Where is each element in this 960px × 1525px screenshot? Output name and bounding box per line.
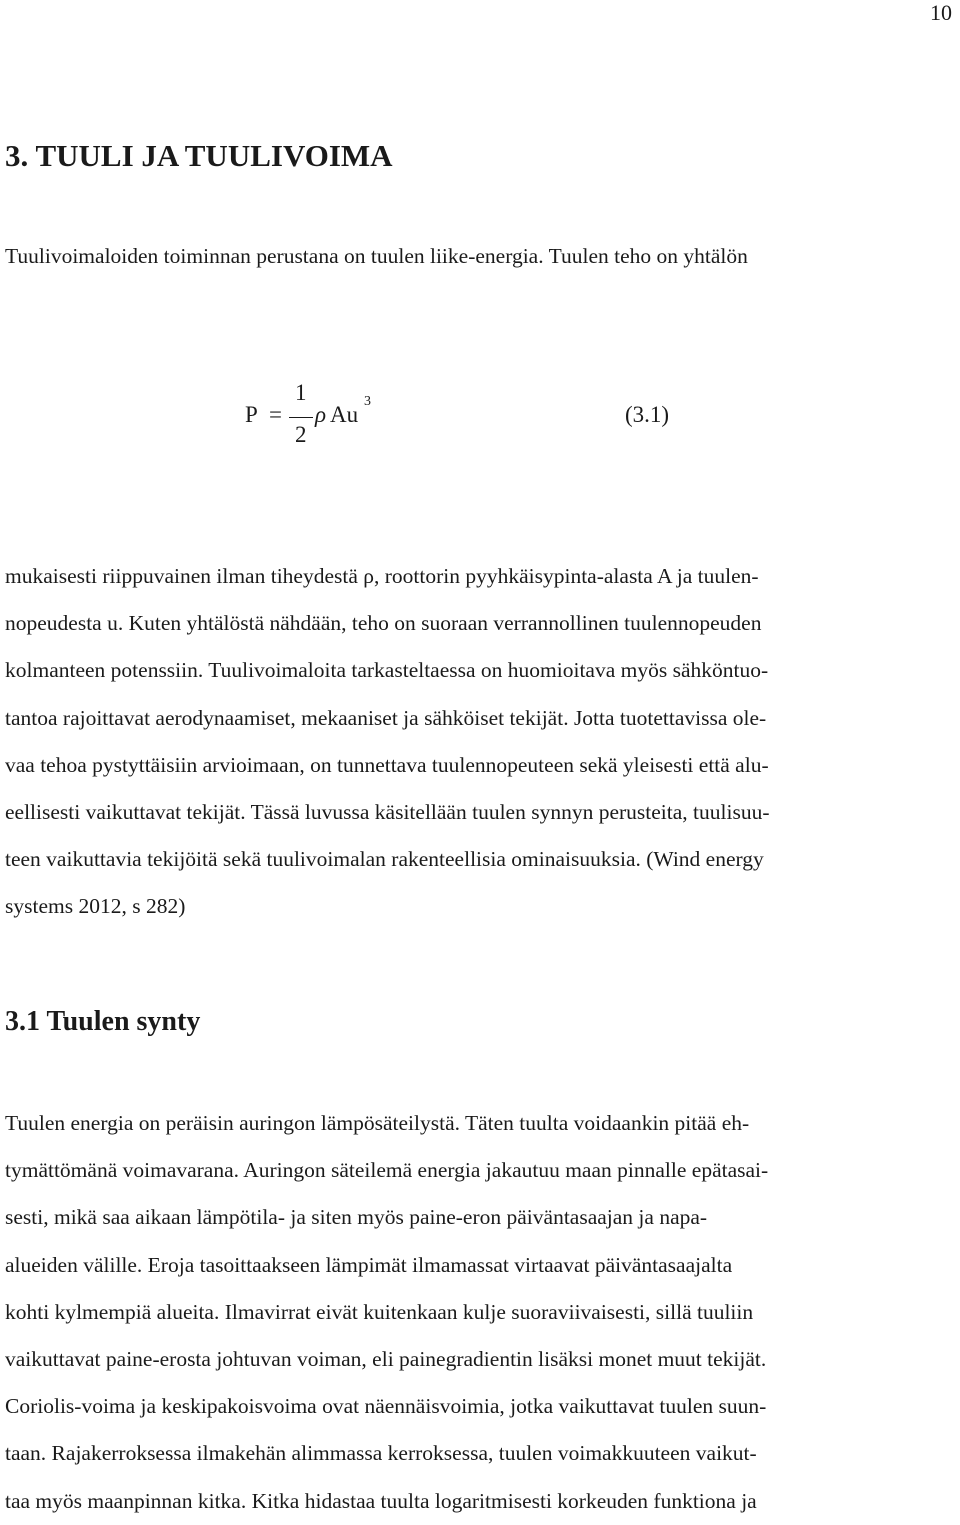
paragraph-line: tantoa rajoittavat aerodynaamiset, mekaaniset ja sähköiset tekijät. Jotta tuotettavissa ole- bbox=[5, 705, 767, 730]
chapter-title: 3. TUULI JA TUULIVOIMA bbox=[5, 138, 393, 173]
intro-line: Tuulivoimaloiden toiminnan perustana on tuulen liike-energia. Tuulen teho on yhtälön bbox=[5, 244, 748, 268]
paragraph-line: eellisesti vaikuttavat tekijät. Tässä luvussa käsitellään tuulen synnyn perusteita, tuulisuu- bbox=[5, 800, 770, 825]
paragraph-line: vaa tehoa pystyttäisiin arvioimaan, on tunnettava tuulennopeuteen sekä yleisesti että alu- bbox=[5, 752, 769, 777]
intro-paragraph bbox=[5, 233, 950, 280]
paragraph-line: teen vaikuttavia tekijöitä sekä tuulivoimalan rakenteellisia ominaisuuksia. (Wind energy bbox=[5, 847, 764, 872]
paragraph-line: systems 2012, s 282) bbox=[5, 894, 186, 919]
fraction-bar bbox=[289, 417, 313, 418]
equation-number: (3.1) bbox=[625, 402, 670, 427]
paragraph-line: alueiden välille. Eroja tasoittaakseen lämpimät ilmamassat virtaavat päiväntasaajalta bbox=[5, 1252, 733, 1277]
paragraph-line: Tuulen energia on peräisin auringon lämpösäteilystä. Täten tuulta voidaankin pitää eh- bbox=[5, 1111, 750, 1135]
paragraph-line: tymättömänä voimavarana. Auringon säteilemä energia jakautuu maan pinnalle epätasai- bbox=[5, 1158, 769, 1183]
paragraph-line: nopeudesta u. Kuten yhtälöstä nähdään, teho on suoraan verrannollinen tuulennopeuden bbox=[5, 611, 762, 636]
paragraph-line: kohti kylmempiä alueita. Ilmavirrat eivät kuitenkaan kulje suoraviivaisesti, sillä tuuliin bbox=[5, 1299, 754, 1324]
paragraph-line: sesti, mikä saa aikaan lämpötila- ja siten myös paine-eron päiväntasaajan ja napa- bbox=[5, 1205, 708, 1230]
equation-exponent: 3 bbox=[364, 394, 371, 409]
paragraph-2 bbox=[5, 1100, 950, 1525]
equation-denominator: 2 bbox=[295, 422, 307, 447]
paragraph-line: taan. Rajakerroksessa ilmakehän alimmassa kerroksessa, tuulen voimakkuuteen vaikut- bbox=[5, 1441, 757, 1466]
paragraph-line: mukaisesti riippuvainen ilman tiheydestä ρ, roottorin pyyhkäisypinta-alasta A ja tuulen- bbox=[5, 564, 759, 588]
paragraph-line: vaikuttavat paine-erosta johtuvan voiman, eli painegradientin lisäksi monet muut tekijät. bbox=[5, 1347, 767, 1372]
section-title: 3.1 Tuulen synty bbox=[5, 1006, 201, 1037]
equation-numerator: 1 bbox=[295, 380, 307, 405]
equation-rho: ρ bbox=[315, 402, 327, 427]
paragraph-1 bbox=[5, 553, 950, 931]
paragraph-line: taa myös maanpinnan kitka. Kitka hidastaa tuulta logaritmisesti korkeuden funktiona ja bbox=[5, 1488, 757, 1513]
paragraph-line: kolmanteen potenssiin. Tuulivoimaloita tarkasteltaessa on huomioitava myös sähköntuo- bbox=[5, 658, 769, 683]
page-number: 10 bbox=[930, 0, 952, 25]
equation-area-speed: Au bbox=[330, 402, 359, 427]
equation-3-1 bbox=[245, 380, 715, 460]
equation-equals-sign: = bbox=[269, 402, 282, 427]
equation-lhs: P bbox=[245, 402, 258, 427]
paragraph-line: Coriolis-voima ja keskipakoisvoima ovat näennäisvoimia, jotka vaikuttavat tuulen suun- bbox=[5, 1394, 767, 1419]
